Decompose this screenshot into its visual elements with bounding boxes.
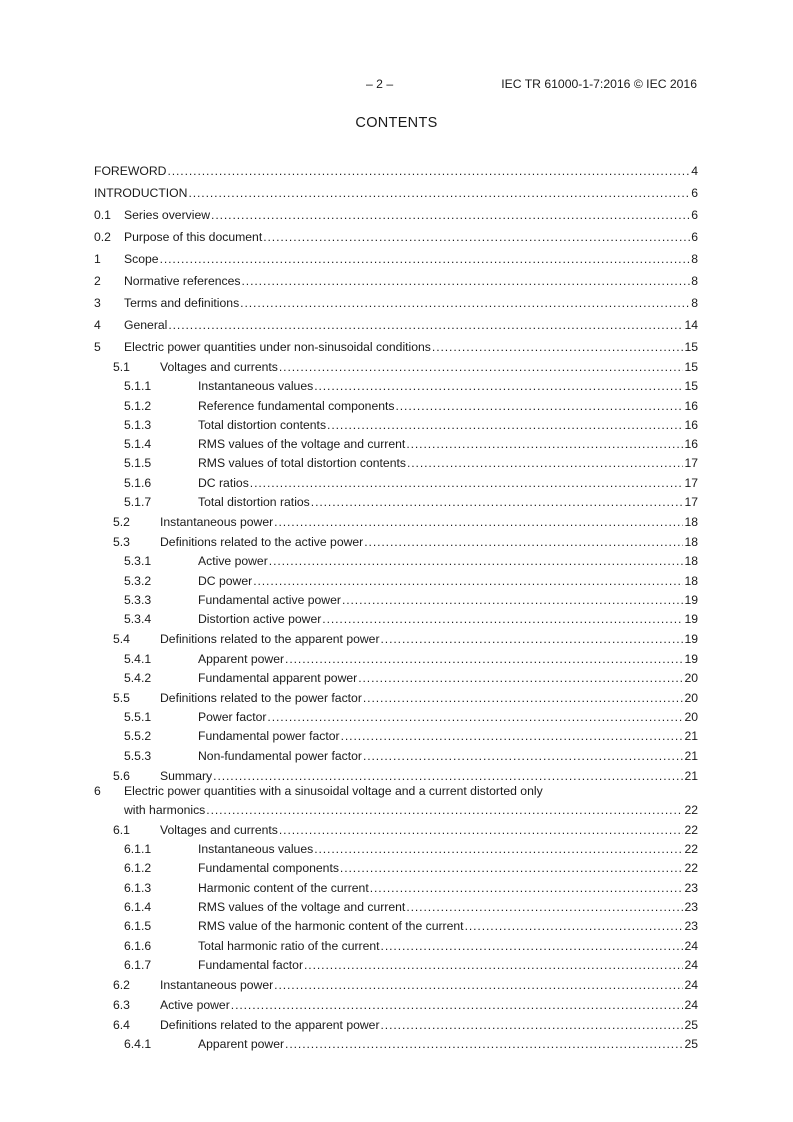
- toc-entry-number: 6.1.2: [124, 861, 152, 876]
- toc-entry-number: 6.1.7: [124, 957, 152, 972]
- toc-entry-number: 6.1.3: [124, 880, 152, 895]
- toc-entry-number: 6.1.1: [124, 842, 152, 857]
- toc-leader-dots: [274, 978, 683, 993]
- toc-entry[interactable]: [94, 764, 698, 784]
- toc-entry-number: 5.1.2: [124, 398, 152, 413]
- toc-entry-number: 5.1.7: [124, 495, 152, 510]
- toc-leader-dots: [279, 823, 684, 838]
- toc-entry-number: 6.3: [113, 997, 130, 1012]
- toc-entry[interactable]: [94, 355, 698, 375]
- toc-leader-dots: [406, 437, 683, 452]
- page-number: – 2 –: [366, 77, 394, 91]
- toc-entry[interactable]: [94, 973, 698, 993]
- toc-entry-number: 6.1.6: [124, 938, 152, 953]
- toc-entry-title: DC power: [198, 573, 253, 588]
- toc-entry-title: Series overview: [124, 208, 211, 222]
- toc-entry[interactable]: [94, 934, 698, 953]
- toc-entry-title: Non-fundamental power factor: [198, 748, 362, 763]
- toc-entry-title: Instantaneous values: [198, 379, 314, 394]
- toc-entry-page: 17: [684, 456, 698, 471]
- toc-leader-dots: [231, 998, 684, 1013]
- toc-entry-number: 6.1.4: [124, 899, 152, 914]
- toc-leader-dots: [285, 1037, 683, 1052]
- toc-entry[interactable]: [94, 706, 698, 725]
- toc-entry-number: 6.4: [113, 1017, 130, 1032]
- toc-entry-title: RMS values of the voltage and current: [198, 437, 406, 452]
- toc-entry-page: 16: [684, 437, 698, 452]
- toc-entry-number: 6.2: [113, 977, 130, 992]
- toc-entry[interactable]: [94, 179, 698, 201]
- toc-entry-title: Instantaneous values: [198, 842, 314, 857]
- toc-entry-page: 6: [691, 230, 698, 244]
- toc-entry-page: 16: [684, 417, 698, 432]
- toc-leader-dots: [314, 379, 683, 394]
- toc-leader-dots: [406, 900, 683, 915]
- toc-entry-page: 18: [684, 515, 698, 530]
- toc-entry-page: 20: [684, 710, 698, 725]
- toc-entry[interactable]: [94, 375, 698, 394]
- toc-entry[interactable]: [94, 915, 698, 934]
- toc-entry-page: 14: [684, 318, 698, 332]
- toc-entry-page: 22: [684, 861, 698, 876]
- toc-entry-page: 25: [684, 1017, 698, 1032]
- toc-entry-title: Instantaneous power: [160, 977, 274, 992]
- toc-entry-page: 19: [684, 592, 698, 607]
- toc-entry-title: Total distortion ratios: [198, 495, 310, 510]
- toc-entry-title-continued: with harmonics: [124, 802, 206, 817]
- toc-entry[interactable]: [94, 1033, 698, 1052]
- toc-leader-dots: [188, 186, 690, 201]
- toc-entry[interactable]: [94, 311, 698, 333]
- toc-entry-number: 5.6: [113, 768, 130, 783]
- toc-entry[interactable]: [94, 550, 698, 569]
- toc-entry-page: 18: [684, 535, 698, 550]
- toc-entry-title: Apparent power: [198, 651, 285, 666]
- toc-entry[interactable]: [94, 608, 698, 627]
- toc-leader-dots: [285, 652, 683, 667]
- toc-entry[interactable]: [94, 993, 698, 1013]
- toc-entry-number: 5.1.3: [124, 417, 152, 432]
- toc-entry-page: 18: [684, 554, 698, 569]
- toc-entry[interactable]: [94, 289, 698, 311]
- page-title: CONTENTS: [355, 115, 438, 131]
- toc-leader-dots: [279, 360, 684, 375]
- toc-leader-dots: [381, 939, 684, 954]
- toc-entry-page: 23: [684, 919, 698, 934]
- toc-entry-number: 5.4.1: [124, 651, 152, 666]
- toc-entry-number: 0.1: [94, 208, 111, 222]
- toc-entry-page: 19: [684, 612, 698, 627]
- toc-entry-page: 8: [691, 296, 698, 310]
- toc-leader-dots: [327, 418, 683, 433]
- toc-leader-dots: [322, 612, 683, 627]
- toc-entry-title: Summary: [160, 768, 213, 783]
- toc-entry[interactable]: [94, 896, 698, 915]
- document-id: IEC TR 61000-1-7:2016 © IEC 2016: [501, 77, 697, 91]
- toc-entry-title: Fundamental components: [198, 861, 339, 876]
- toc-leader-dots: [242, 274, 691, 289]
- toc-entry-page: 22: [684, 822, 698, 837]
- toc-entry[interactable]: [94, 784, 698, 818]
- toc-entry-page: 8: [691, 274, 698, 288]
- toc-entry[interactable]: [94, 647, 698, 666]
- toc-entry-title: Electric power quantities with a sinusoidal voltage and a current distorted only: [124, 783, 543, 798]
- toc-entry-page: 15: [684, 340, 698, 354]
- toc-leader-dots: [211, 208, 690, 223]
- toc-entry-number: 4: [94, 318, 101, 332]
- toc-entry[interactable]: [94, 157, 698, 179]
- toc-entry-title: Total distortion contents: [198, 417, 327, 432]
- toc-leader-dots: [311, 495, 684, 510]
- toc-entry-number: 6.4.1: [124, 1037, 152, 1052]
- toc-entry[interactable]: [94, 333, 698, 355]
- toc-leader-dots: [381, 1018, 684, 1033]
- toc-entry-number: 1: [94, 252, 101, 266]
- toc-entry-number: 5.2: [113, 515, 130, 530]
- toc-entry-number: 2: [94, 274, 101, 288]
- toc-entry-page: 25: [684, 1037, 698, 1052]
- toc-entry-page: 20: [684, 670, 698, 685]
- toc-entry-page: 19: [684, 632, 698, 647]
- toc-leader-dots: [267, 710, 683, 725]
- toc-entry[interactable]: [94, 471, 698, 490]
- toc-entry-page: 18: [684, 573, 698, 588]
- toc-entry[interactable]: [94, 452, 698, 471]
- toc-entry-page: 24: [684, 977, 698, 992]
- toc-entry-number: 5.5: [113, 690, 130, 705]
- toc-entry-title: Definitions related to the power factor: [160, 690, 362, 705]
- toc-entry[interactable]: [94, 725, 698, 744]
- toc-entry-page: 22: [684, 802, 698, 817]
- toc-entry-title: Reference fundamental components: [198, 398, 395, 413]
- toc-entry-number: 5.4: [113, 632, 130, 647]
- toc-entry-title: Definitions related to the active power: [160, 535, 364, 550]
- toc-leader-dots: [240, 296, 690, 311]
- toc-leader-dots: [465, 919, 684, 934]
- toc-leader-dots: [167, 164, 690, 179]
- toc-entry-page: 23: [684, 880, 698, 895]
- toc-entry-number: 5.5.1: [124, 710, 152, 725]
- toc-entry-page: 6: [691, 208, 698, 222]
- toc-entry[interactable]: [94, 245, 698, 267]
- toc-entry[interactable]: [94, 433, 698, 452]
- toc-entry[interactable]: [94, 267, 698, 289]
- toc-entry-number: 5.3.3: [124, 592, 152, 607]
- page-header: [0, 77, 793, 93]
- toc-leader-dots: [269, 554, 684, 569]
- toc-leader-dots: [263, 230, 690, 245]
- toc-entry-title: Scope: [124, 252, 159, 266]
- toc-entry-title: RMS values of the voltage and current: [198, 899, 406, 914]
- toc-entry[interactable]: [94, 954, 698, 973]
- toc-leader-dots: [341, 729, 684, 744]
- toc-entry[interactable]: [94, 686, 698, 706]
- toc-entry[interactable]: [94, 744, 698, 763]
- toc-entry-page: 6: [691, 186, 698, 200]
- toc-leader-dots: [168, 318, 683, 333]
- toc-leader-dots: [253, 574, 683, 589]
- toc-entry-title: Harmonic content of the current: [198, 880, 369, 895]
- toc-leader-dots: [358, 671, 683, 686]
- toc-entry-title: FOREWORD: [94, 164, 167, 178]
- toc-entry-number: 5.1: [113, 360, 130, 374]
- table-of-contents: [94, 157, 698, 1052]
- toc-entry-title: RMS values of total distortion contents: [198, 456, 406, 471]
- toc-entry-title: Power factor: [198, 710, 267, 725]
- toc-leader-dots: [206, 803, 683, 818]
- toc-entry-title: INTRODUCTION: [94, 186, 188, 200]
- toc-leader-dots: [213, 769, 683, 784]
- toc-entry-title: Terms and definitions: [124, 296, 240, 310]
- toc-leader-dots: [363, 749, 683, 764]
- toc-entry-title: Active power: [160, 997, 230, 1012]
- toc-entry[interactable]: [94, 818, 698, 838]
- toc-entry[interactable]: [94, 589, 698, 608]
- toc-entry-page: 16: [684, 398, 698, 413]
- toc-entry-title: Apparent power: [198, 1037, 285, 1052]
- toc-entry-page: 24: [684, 957, 698, 972]
- toc-entry-page: 15: [684, 379, 698, 394]
- toc-entry-page: 24: [684, 997, 698, 1012]
- toc-entry-title: Definitions related to the apparent power: [160, 632, 380, 647]
- toc-entry-number: 5.3.4: [124, 612, 152, 627]
- toc-leader-dots: [160, 252, 691, 267]
- toc-entry-title: Voltages and currents: [160, 822, 278, 837]
- toc-entry[interactable]: [94, 394, 698, 413]
- toc-entry-title: RMS value of the harmonic content of the current: [198, 919, 464, 934]
- toc-leader-dots: [304, 958, 683, 973]
- toc-entry-number: 5: [94, 340, 101, 354]
- toc-leader-dots: [407, 456, 683, 471]
- toc-entry-page: 4: [691, 164, 698, 178]
- toc-entry-page: 22: [684, 842, 698, 857]
- toc-entry-title: Fundamental factor: [198, 957, 304, 972]
- toc-entry-number: 6: [94, 783, 101, 798]
- toc-entry-title: Normative references: [124, 274, 241, 288]
- toc-entry-number: 6.1: [113, 822, 130, 837]
- toc-entry[interactable]: [94, 569, 698, 588]
- toc-leader-dots: [342, 593, 683, 608]
- toc-entry-number: 5.1.4: [124, 437, 152, 452]
- toc-leader-dots: [364, 535, 683, 550]
- toc-entry-page: 8: [691, 252, 698, 266]
- toc-entry-number: 6.1.5: [124, 919, 152, 934]
- toc-entry[interactable]: [94, 876, 698, 895]
- toc-leader-dots: [274, 515, 683, 530]
- toc-entry-page: 17: [684, 495, 698, 510]
- toc-entry-page: 21: [684, 729, 698, 744]
- toc-entry-page: 21: [684, 768, 698, 783]
- toc-entry-page: 17: [684, 475, 698, 490]
- toc-leader-dots: [363, 691, 684, 706]
- toc-entry-number: 0.2: [94, 230, 111, 244]
- toc-entry[interactable]: [94, 414, 698, 433]
- toc-entry-number: 5.5.2: [124, 729, 152, 744]
- toc-entry-title: Fundamental active power: [198, 592, 341, 607]
- toc-entry-number: 5.1.6: [124, 475, 152, 490]
- toc-leader-dots: [314, 842, 683, 857]
- toc-entry-title: Instantaneous power: [160, 515, 274, 530]
- toc-leader-dots: [250, 476, 684, 491]
- toc-entry[interactable]: [94, 201, 698, 223]
- toc-entry-title: Fundamental power factor: [198, 729, 340, 744]
- toc-entry-title: Total harmonic ratio of the current: [198, 938, 380, 953]
- toc-entry-page: 19: [684, 651, 698, 666]
- toc-entry-number: 5.1.1: [124, 379, 152, 394]
- toc-entry[interactable]: [94, 627, 698, 647]
- toc-entry-number: 5.3.2: [124, 573, 152, 588]
- toc-entry[interactable]: [94, 667, 698, 686]
- toc-entry-title: DC ratios: [198, 475, 249, 490]
- toc-entry-title: Definitions related to the apparent power: [160, 1017, 380, 1032]
- toc-entry-page: 23: [684, 899, 698, 914]
- toc-leader-dots: [340, 861, 684, 876]
- toc-entry-page: 21: [684, 748, 698, 763]
- toc-entry-number: 5.5.3: [124, 748, 152, 763]
- toc-entry[interactable]: [94, 857, 698, 876]
- toc-entry[interactable]: [94, 530, 698, 550]
- toc-leader-dots: [370, 881, 684, 896]
- toc-entry-number: 5.1.5: [124, 456, 152, 471]
- toc-entry[interactable]: [94, 838, 698, 857]
- toc-entry-title: Electric power quantities under non-sinusoidal conditions: [124, 340, 431, 354]
- toc-entry[interactable]: [94, 1013, 698, 1033]
- toc-entry-number: 5.3.1: [124, 554, 152, 569]
- toc-entry-page: 20: [684, 690, 698, 705]
- toc-entry-number: 3: [94, 296, 101, 310]
- toc-entry[interactable]: [94, 223, 698, 245]
- toc-entry-title: General: [124, 318, 168, 332]
- toc-entry-page: 15: [684, 360, 698, 374]
- toc-entry-number: 5.3: [113, 535, 130, 550]
- toc-entry[interactable]: [94, 491, 698, 510]
- toc-leader-dots: [381, 632, 684, 647]
- toc-leader-dots: [432, 340, 684, 355]
- toc-entry-title: Voltages and currents: [160, 360, 278, 374]
- toc-entry-page: 24: [684, 938, 698, 953]
- toc-entry-title: Purpose of this document: [124, 230, 263, 244]
- toc-entry-title: Active power: [198, 554, 268, 569]
- toc-entry[interactable]: [94, 510, 698, 530]
- toc-entry-title: Fundamental apparent power: [198, 670, 358, 685]
- toc-leader-dots: [395, 399, 683, 414]
- toc-entry-title: Distortion active power: [198, 612, 322, 627]
- toc-entry-number: 5.4.2: [124, 670, 152, 685]
